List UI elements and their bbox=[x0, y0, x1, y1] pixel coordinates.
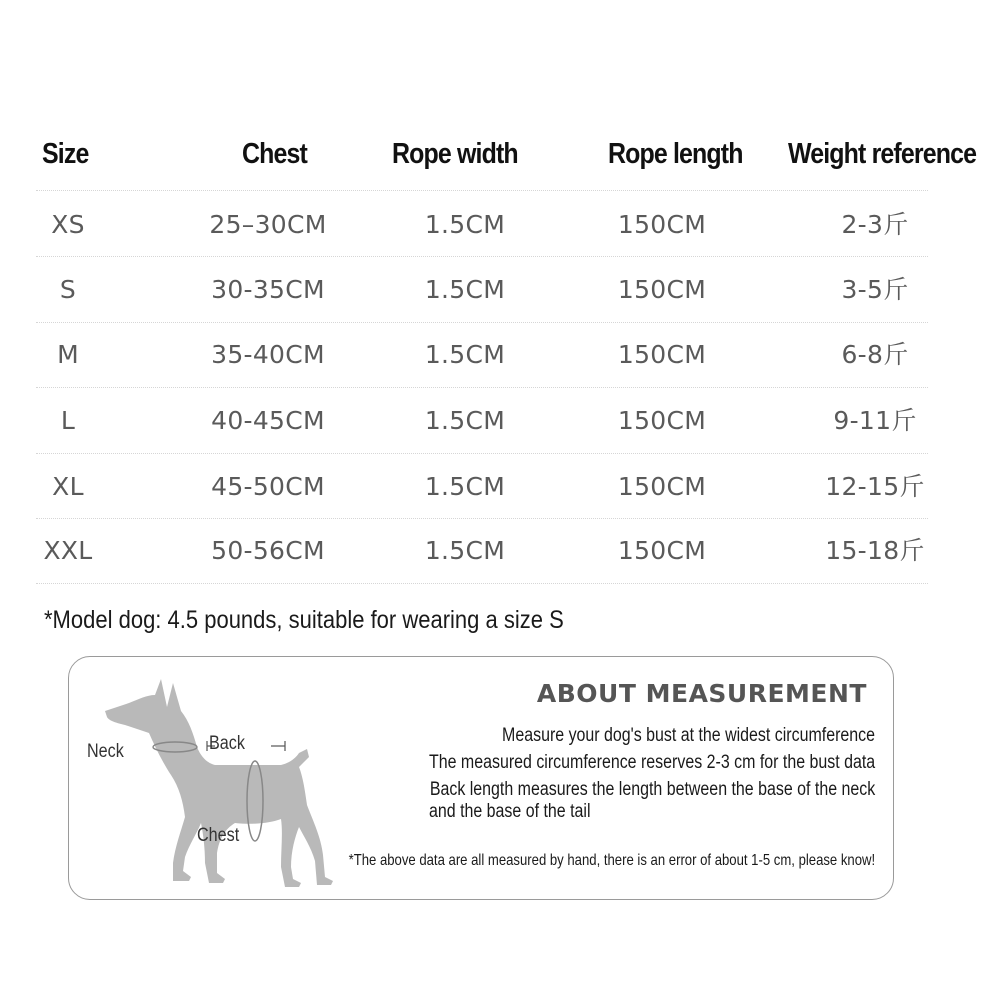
cell-rope-width: 1.5CM bbox=[424, 536, 506, 565]
table-row bbox=[0, 519, 1002, 583]
cell-rope-width: 1.5CM bbox=[424, 340, 506, 369]
row-divider bbox=[36, 453, 928, 454]
table-row bbox=[0, 193, 1002, 257]
cell-chest: 50-56CM bbox=[211, 536, 325, 565]
cell-weight: 3-5斤 bbox=[841, 275, 909, 304]
dog-label-neck: Neck bbox=[87, 741, 124, 762]
row-divider bbox=[36, 583, 928, 584]
table-row bbox=[0, 258, 1002, 322]
cell-rope-length: 150CM bbox=[617, 340, 707, 369]
measurement-line: Back length measures the length between the base of the neck bbox=[429, 779, 875, 800]
row-divider bbox=[36, 256, 928, 257]
cell-size: XS bbox=[51, 210, 85, 239]
dog-label-back: Back bbox=[209, 733, 245, 754]
table-header-row bbox=[0, 132, 1002, 180]
header-rope-length: Rope length bbox=[608, 138, 743, 170]
cell-weight: 12-15斤 bbox=[825, 472, 925, 501]
cell-weight: 6-8斤 bbox=[841, 340, 909, 369]
dog-body-shape bbox=[105, 679, 333, 887]
table-row bbox=[0, 323, 1002, 387]
measurement-title: ABOUT MEASUREMENT bbox=[536, 679, 867, 708]
header-rope-width: Rope width bbox=[392, 138, 518, 170]
cell-rope-width: 1.5CM bbox=[424, 472, 506, 501]
cell-size: XL bbox=[52, 472, 84, 501]
row-divider bbox=[36, 387, 928, 388]
cell-rope-length: 150CM bbox=[617, 536, 707, 565]
cell-weight: 9-11斤 bbox=[833, 406, 917, 435]
cell-chest: 35-40CM bbox=[211, 340, 325, 369]
cell-chest: 30-35CM bbox=[211, 275, 325, 304]
cell-rope-length: 150CM bbox=[617, 275, 707, 304]
model-dog-note: *Model dog: 4.5 pounds, suitable for wearing a size S bbox=[44, 606, 564, 634]
cell-weight: 15-18斤 bbox=[825, 536, 925, 565]
header-chest: Chest bbox=[242, 138, 307, 170]
cell-rope-width: 1.5CM bbox=[424, 210, 506, 239]
cell-weight: 2-3斤 bbox=[841, 210, 909, 239]
header-size: Size bbox=[42, 138, 89, 170]
cell-chest: 40-45CM bbox=[211, 406, 325, 435]
cell-rope-length: 150CM bbox=[617, 210, 707, 239]
cell-rope-width: 1.5CM bbox=[424, 406, 506, 435]
cell-size: S bbox=[59, 275, 77, 304]
cell-chest: 45-50CM bbox=[211, 472, 325, 501]
table-row bbox=[0, 455, 1002, 519]
row-divider bbox=[36, 190, 928, 191]
cell-rope-length: 150CM bbox=[617, 472, 707, 501]
measurement-line: Measure your dog's bust at the widest circumference bbox=[502, 725, 875, 746]
measurement-panel bbox=[68, 656, 894, 900]
measurement-line: and the base of the tail bbox=[429, 801, 591, 822]
header-weight-reference: Weight reference bbox=[788, 138, 977, 170]
cell-rope-width: 1.5CM bbox=[424, 275, 506, 304]
dog-label-chest: Chest bbox=[197, 825, 240, 846]
doberman-silhouette-icon bbox=[85, 667, 345, 895]
cell-size: M bbox=[57, 340, 79, 369]
cell-rope-length: 150CM bbox=[617, 406, 707, 435]
measurement-line: The measured circumference reserves 2-3 cm for the bust data bbox=[428, 752, 875, 773]
measurement-footnote: *The above data are all measured by hand, there is an error of about 1-5 cm, please know! bbox=[348, 852, 875, 869]
cell-size: XXL bbox=[43, 536, 93, 565]
cell-chest: 25–30CM bbox=[209, 210, 327, 239]
cell-size: L bbox=[60, 406, 76, 435]
table-row bbox=[0, 389, 1002, 453]
